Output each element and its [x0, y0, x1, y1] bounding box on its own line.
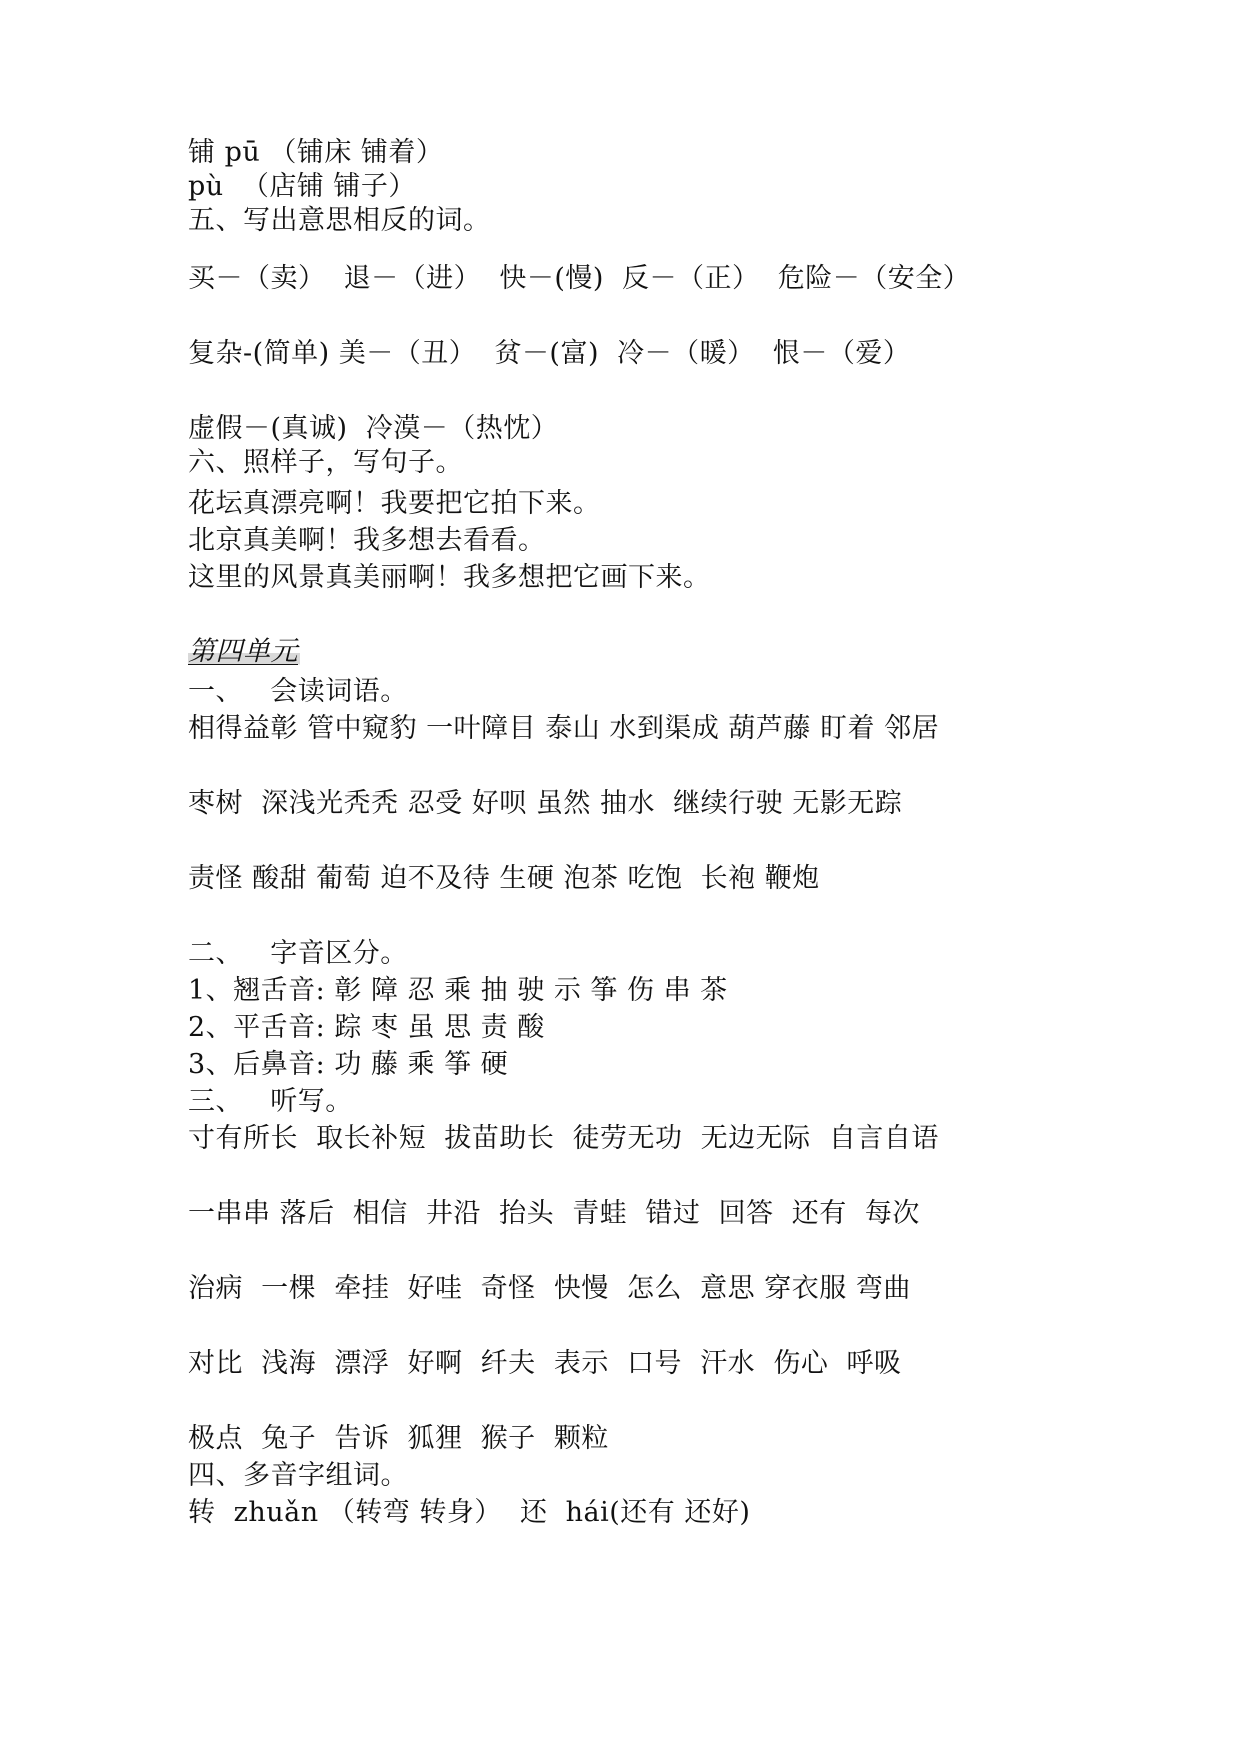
text-line: 极点 兔子 告诉 狐狸 猴子 颗粒 [188, 1423, 609, 1454]
text-line: 买－（卖） 退－（进） 快－(慢) 反－（正） 危险－（安全） [188, 263, 971, 294]
text-line: 3、后鼻音: 功 藤 乘 筝 硬 [188, 1049, 509, 1080]
text-line: 寸有所长 取长补短 拔苗助长 徒劳无功 无边无际 自言自语 [188, 1123, 939, 1154]
text-line: 北京真美啊！我多想去看看。 [188, 525, 546, 556]
text-line: 责怪 酸甜 葡萄 迫不及待 生硬 泡茶 吃饱 长袍 鞭炮 [188, 863, 820, 894]
text-line: 对比 浅海 漂浮 好啊 纤夫 表示 口号 汗水 伤心 呼吸 [188, 1348, 902, 1379]
text-line: 2、平舌音: 踪 枣 虽 思 责 酸 [188, 1012, 545, 1043]
text-line: 铺 pū （铺床 铺着） [188, 137, 444, 168]
unit-title-line [188, 635, 300, 669]
text-line: 这里的风景真美丽啊！我多想把它画下来。 [188, 562, 711, 593]
section-heading: 三、 听写。 [188, 1086, 353, 1117]
section-heading: 二、 字音区分。 [188, 938, 408, 969]
text-line: 转 zhuǎn （转弯 转身） 还 hái(还有 还好) [188, 1497, 751, 1528]
text-line: 枣树 深浅光秃秃 忍受 好呗 虽然 抽水 继续行驶 无影无踪 [188, 788, 903, 819]
text-line: 复杂-(简单) 美－（丑） 贫－(富) 冷－（暖） 恨－（爱） [188, 338, 911, 369]
text-line: 花坛真漂亮啊！我要把它拍下来。 [188, 488, 601, 519]
section-heading: 一、 会读词语。 [188, 676, 408, 707]
section-heading: 六、照样子，写句子。 [188, 447, 463, 478]
text-line: 1、翘舌音: 彰 障 忍 乘 抽 驶 示 筝 伤 串 茶 [188, 975, 728, 1006]
text-line: pù （店铺 铺子） [188, 171, 416, 202]
text-line: 相得益彰 管中窥豹 一叶障目 泰山 水到渠成 葫芦藤 盯着 邻居 [188, 713, 940, 744]
text-line: 一串串 落后 相信 井沿 抬头 青蛙 错过 回答 还有 每次 [188, 1198, 920, 1229]
section-heading: 五、写出意思相反的词。 [188, 205, 491, 236]
section-heading: 四、多音字组词。 [188, 1460, 408, 1491]
text-line: 治病 一棵 牵挂 好哇 奇怪 快慢 怎么 意思 穿衣服 弯曲 [188, 1273, 911, 1304]
unit-title: 第四单元 [188, 636, 298, 667]
text-line: 虚假－(真诚) 冷漠－（热忱） [188, 413, 559, 444]
